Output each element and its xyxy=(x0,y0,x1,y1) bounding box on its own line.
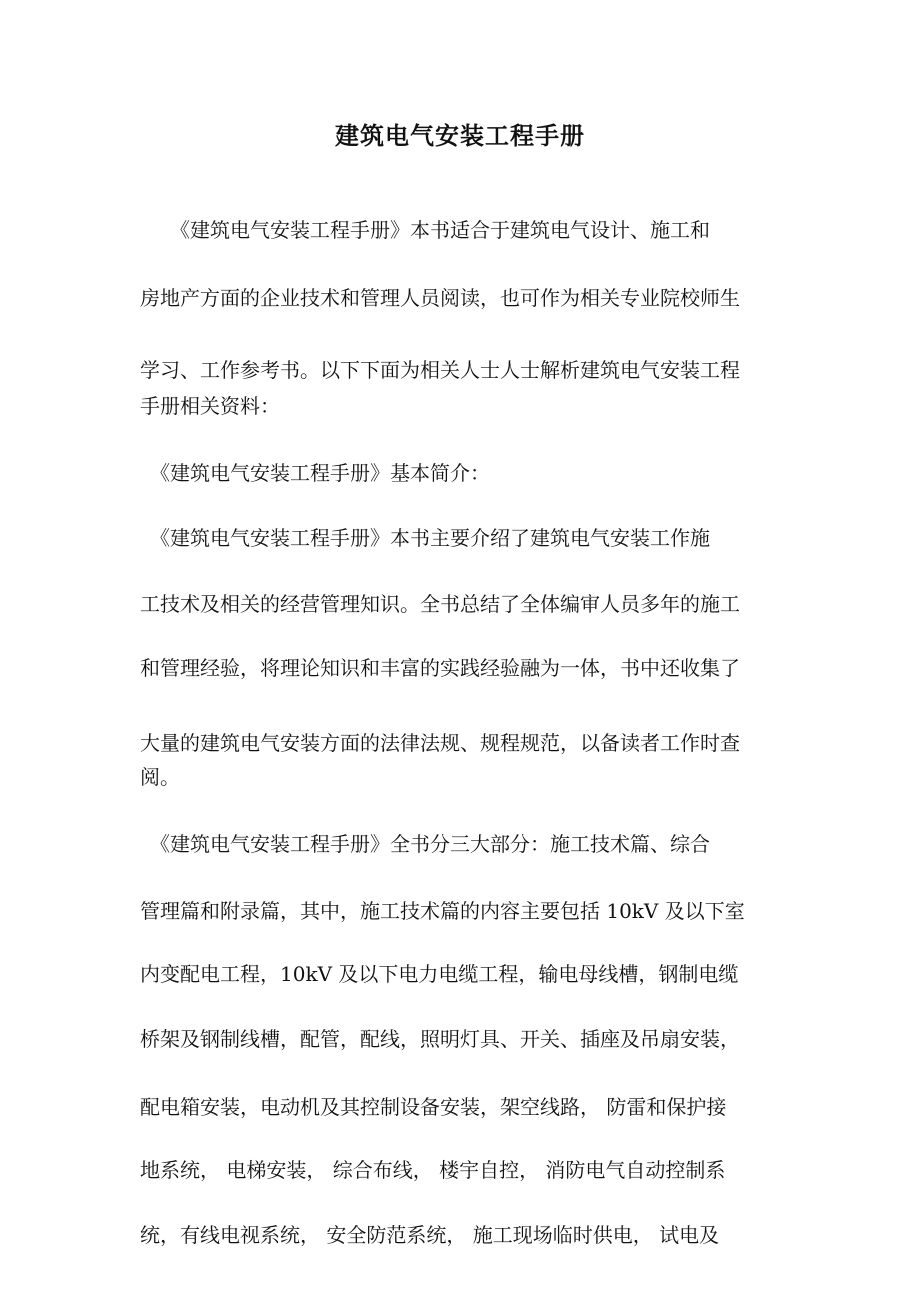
paragraph-line: 和管理经验，将理论知识和丰富的实践经验融为一体，书中还收集了 xyxy=(140,656,740,680)
paragraph-line: 配电箱安装，电动机及其控制设备安装，架空线路， 防雷和保护接 xyxy=(140,1095,727,1119)
paragraph-line: 《建筑电气安装工程手册》基本简介： xyxy=(140,461,490,485)
paragraph-line: 房地产方面的企业技术和管理人员阅读，也可作为相关专业院校师生 xyxy=(140,286,740,310)
paragraph-line: 《建筑电气安装工程手册》本书适合于建筑电气设计、施工和 xyxy=(140,218,710,242)
paragraph-line: 大量的建筑电气安装方面的法律法规、规程规范，以备读者工作时查 xyxy=(140,731,740,755)
paragraph-line: 内变配电工程，10kV 及以下电力电缆工程，输电母线槽，钢制电缆 xyxy=(140,962,739,986)
paragraph-line: 桥架及钢制线槽，配管，配线，照明灯具、开关、插座及吊扇安装， xyxy=(140,1027,740,1051)
document-title: 建筑电气安装工程手册 xyxy=(335,121,585,150)
paragraph-line: 手册相关资料： xyxy=(140,394,280,418)
paragraph-line: 阅。 xyxy=(140,765,180,789)
paragraph-line: 工技术及相关的经营管理知识。全书总结了全体编审人员多年的施工 xyxy=(140,592,740,616)
paragraph-line: 《建筑电气安装工程手册》本书主要介绍了建筑电气安装工作施 xyxy=(140,526,710,550)
paragraph-line: 学习、工作参考书。以下下面为相关人士人士解析建筑电气安装工程 xyxy=(140,358,740,382)
paragraph-line: 统，有线电视系统， 安全防范系统， 施工现场临时供电， 试电及 xyxy=(140,1223,720,1247)
paragraph-line: 地系统， 电梯安装， 综合布线， 楼宇自控， 消防电气自动控制系 xyxy=(140,1158,726,1182)
paragraph-line: 管理篇和附录篇，其中，施工技术篇的内容主要包括 10kV 及以下室 xyxy=(140,899,745,923)
paragraph-line: 《建筑电气安装工程手册》全书分三大部分：施工技术篇、综合 xyxy=(140,832,710,856)
